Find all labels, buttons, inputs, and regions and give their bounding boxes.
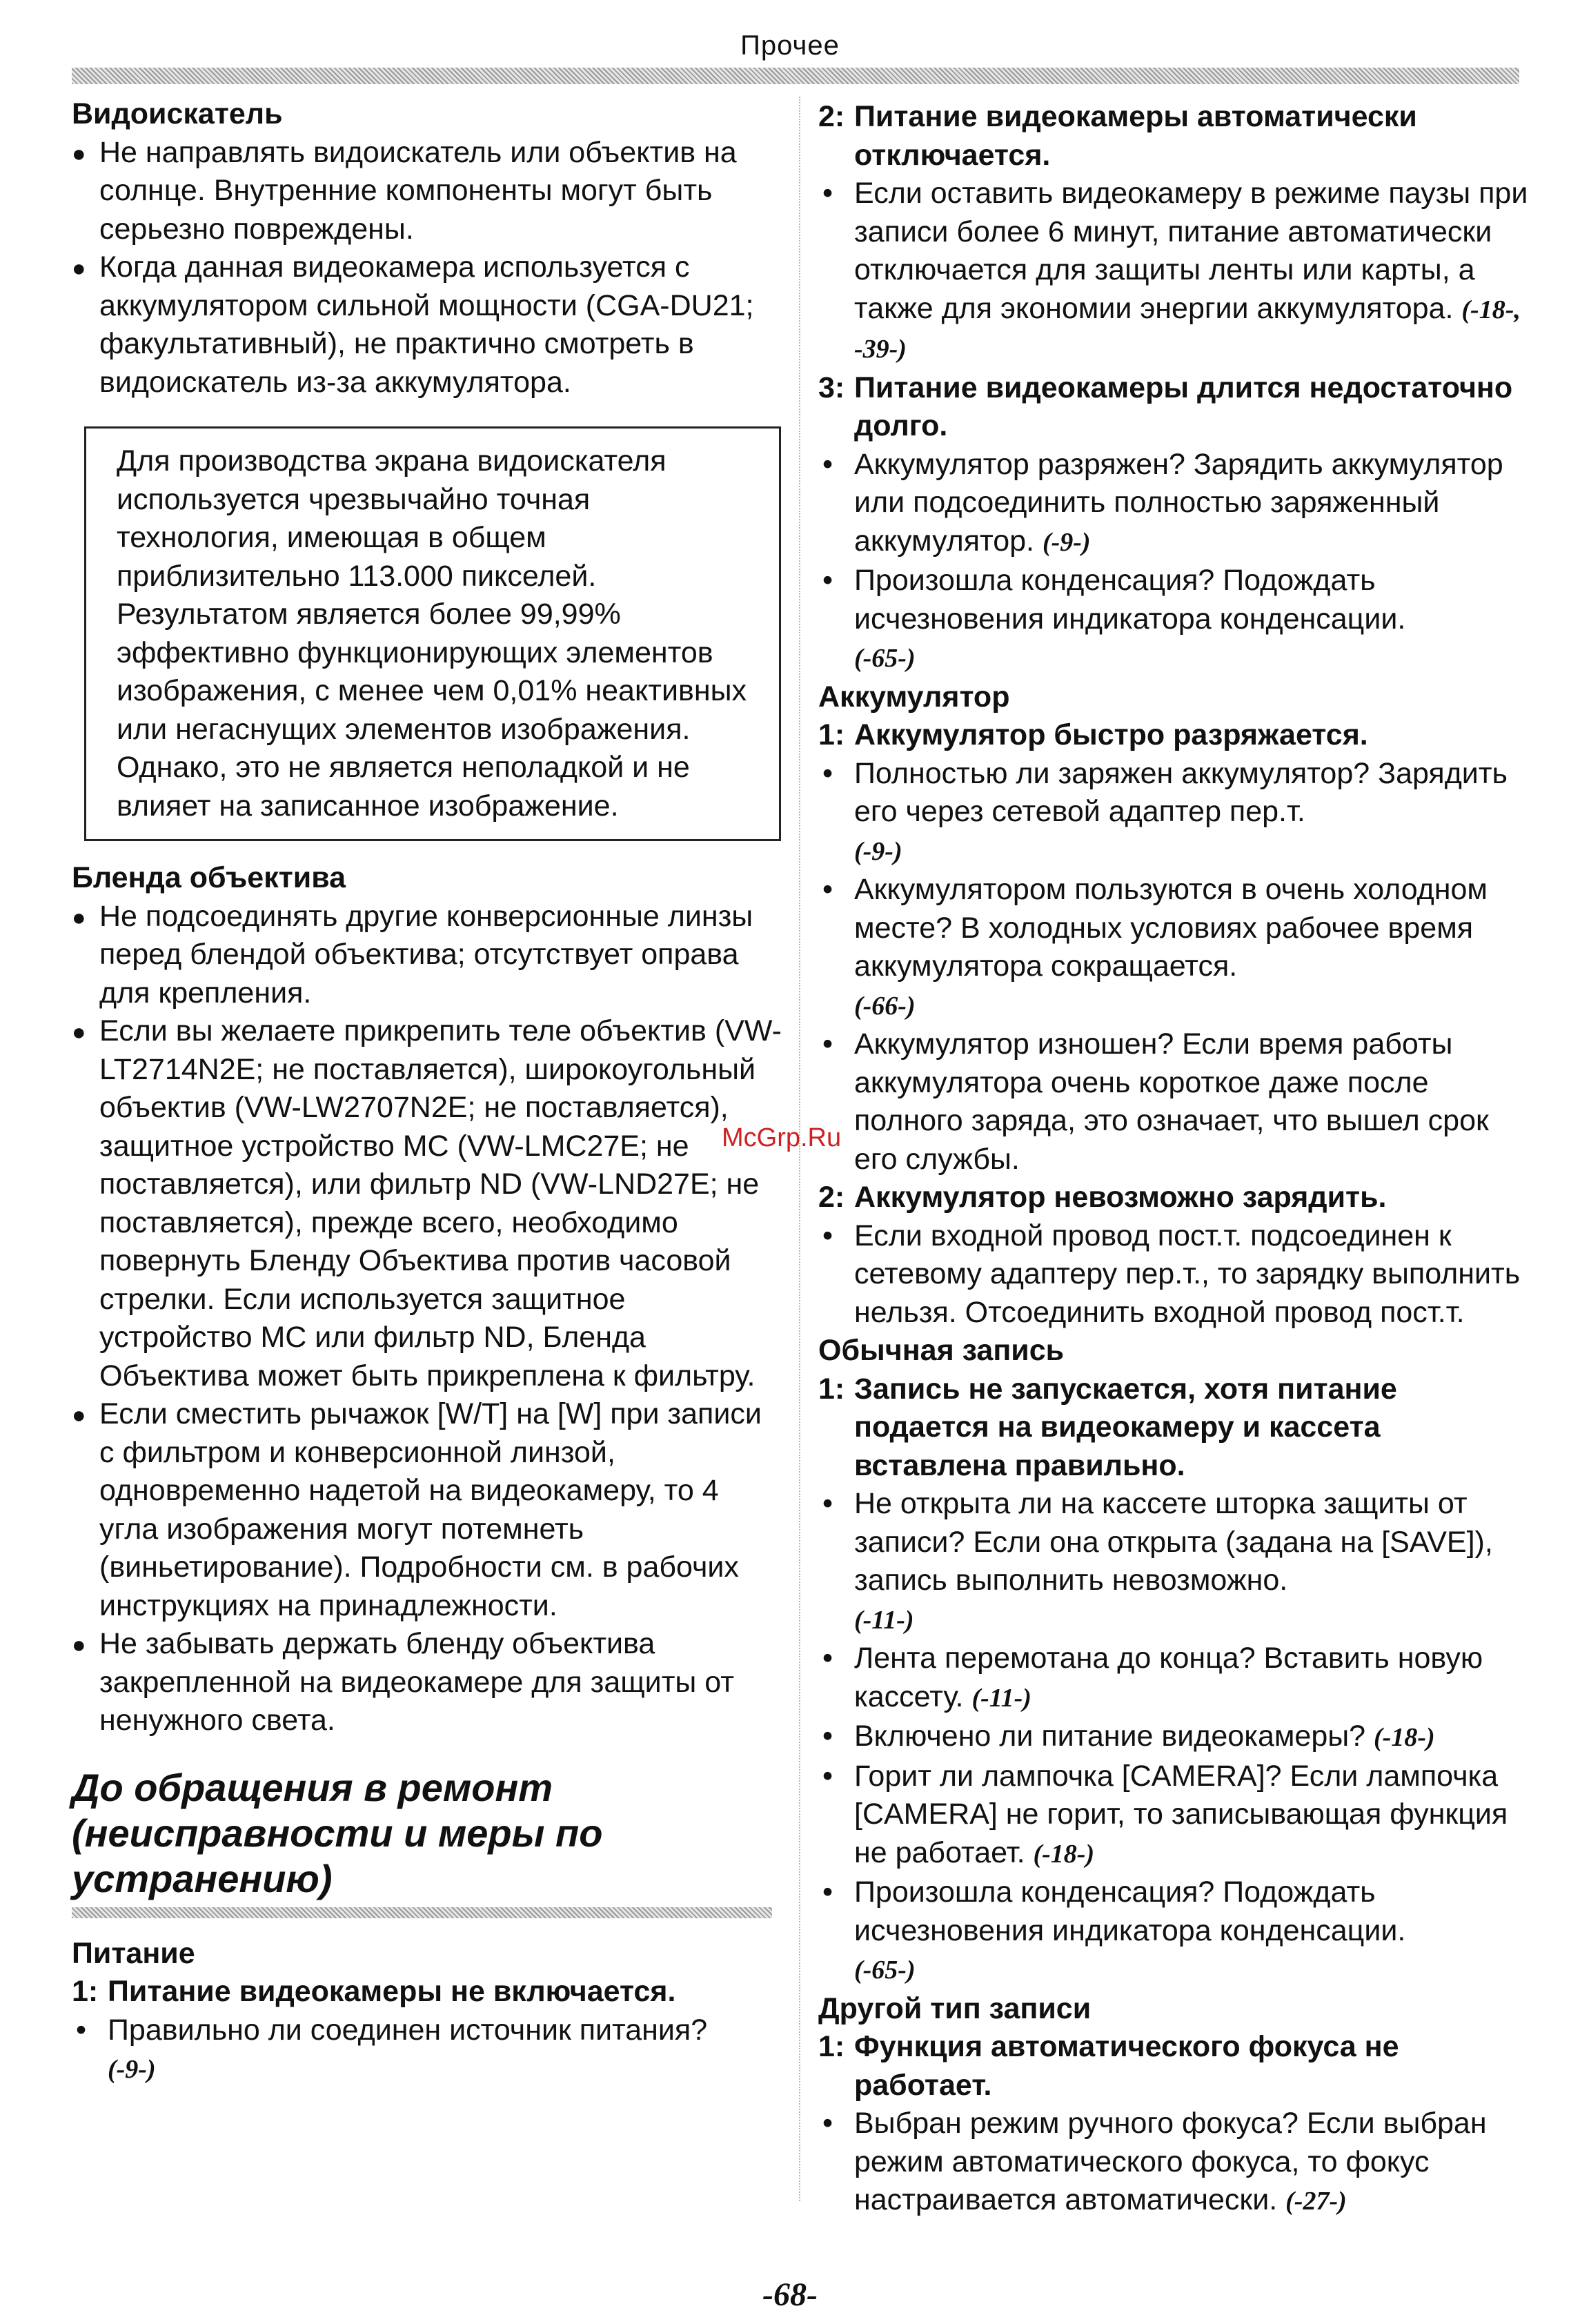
page-header-title: Прочее [740, 30, 840, 61]
viewfinder-bullet: ● Не направлять видоискатель или объектив на солнце. Внутренние компоненты могут быть серьезно повреждены. [72, 134, 782, 249]
page-reference: (-11-) [971, 1683, 1031, 1713]
page-reference: (-18-, -39-) [854, 295, 1521, 364]
problem-title: Питание видеокамеры длится недостаточно долго. [854, 371, 1513, 442]
solution-text: Полностью ли заряжен аккумулятор? Зарядить его через сетевой адаптер пер.т. [854, 756, 1508, 828]
solution-item [818, 871, 1529, 1025]
problem-title: Аккумулятор быстро разряжается. [854, 718, 1368, 751]
left-column [72, 95, 782, 2089]
battery-problem-1 [818, 716, 1529, 755]
section-title-band [72, 1907, 772, 1918]
page-number: -68- [762, 2276, 818, 2313]
battery-heading: Аккумулятор [818, 680, 1010, 713]
lens-hood-bullet: ● Не подсоединять другие конверсионные линзы перед блендой объектива; отсутствует оправа для крепления. [72, 898, 782, 1013]
power-problem-1 [72, 1973, 782, 2011]
problem-title: Запись не запускается, хотя питание подается на видеокамеру и кассета вставлена правильно. [854, 1372, 1397, 1482]
lens-hood-bullet: ● Если вы желаете прикрепить теле объектив (VW-LT2714N2E; не поставляется), широкоугольный объектив (VW-LW2707N2E; не поставляется), защитное устройство MC (VW-LMC27E; не поставляется), или фильтр ND (VW-LND27E; не поставляется), прежде всего, необходимо повернуть Бленду Объектива против часовой стрелки. Если используется защитное устройство MC или фильтр ND, Бленда Объектива может быть прикреплена к фильтру. [72, 1012, 782, 1395]
solution-item [818, 1717, 1529, 1757]
other-problem-1 [818, 2028, 1529, 2105]
right-column [818, 98, 1529, 2221]
section-title: До обращения в ремонт (неисправности и меры по устранению) [72, 1765, 603, 1900]
solution-item: • Аккумулятор изношен? Если время работы аккумулятора очень короткое даже после полного заряда, это означает, что вышел срок его службы. [818, 1025, 1529, 1179]
viewfinder-heading: Видоискатель [72, 97, 283, 130]
power-solution [72, 2011, 782, 2089]
page-reference: (-11-) [854, 1605, 914, 1635]
page-reference: (-9-) [1042, 527, 1091, 557]
page-reference: (-9-) [108, 2055, 156, 2084]
page-reference: (-65-) [854, 644, 916, 673]
solution-text: Включено ли питание видеокамеры? [854, 1720, 1366, 1753]
page-reference: (-27-) [1285, 2187, 1347, 2216]
viewfinder-note-box: Для производства экрана видоискателя используется чрезвычайно точная технология, имеющая в общем приблизительно 113.000 пикселей. Результатом является более 99,99% эффективно функционирующих элементов изображения, с менее чем 0,01% неактивных или негаснущих элементов изображения. Однако, это не является неполадкой и не влияет на записанное изображение. [84, 426, 781, 841]
item-number: 1: [72, 1975, 99, 2008]
problem-title: Аккумулятор невозможно зарядить. [854, 1181, 1387, 1214]
solution-item [818, 562, 1529, 678]
problem-title: Питание видеокамеры автоматически отключается. [854, 100, 1417, 172]
solution-item [818, 755, 1529, 872]
lens-hood-bullet: ● Не забывать держать бленду объектива закрепленной на видеокамере для защиты от ненужного света. [72, 1625, 782, 1740]
lens-hood-heading: Бленда объектива [72, 861, 346, 894]
solution-item [818, 2105, 1529, 2221]
item-number: 2: [818, 100, 845, 133]
page-reference: (-66-) [854, 991, 916, 1021]
problem-title: Функция автоматического фокуса не работает. [854, 2030, 1399, 2102]
solution-text: Правильно ли соединен источник питания? [108, 2013, 708, 2047]
recording-problem-1 [818, 1370, 1529, 1486]
solution-text: Произошла конденсация? Подождать исчезновения индикатора конденсации. [854, 564, 1406, 636]
problem-title: Питание видеокамеры не включается. [108, 1975, 676, 2008]
page-reference: (-18-) [1374, 1723, 1435, 1752]
recording-heading: Обычная запись [818, 1334, 1065, 1367]
solution-text: Аккумулятором пользуются в очень холодном месте? В холодных условиях рабочее время аккумулятора сокращается. [854, 873, 1488, 983]
item-number: 1: [818, 2030, 845, 2063]
header-band [72, 68, 1519, 84]
solution-text: Выбран режим ручного фокуса? Если выбран режим автоматического фокуса, то фокус настраивается автоматически. [854, 2107, 1487, 2216]
battery-problem-2 [818, 1179, 1529, 1217]
solution-text: Если оставить видеокамеру в режиме паузы при записи более 6 минут, питание автоматически отключается для защиты ленты или карты, а также для экономии энергии аккумулятора. [854, 177, 1528, 325]
solution-item [818, 1485, 1529, 1639]
power-heading: Питание [72, 1936, 195, 1970]
lens-hood-bullet: ● Если сместить рычажок [W/T] на [W] при записи с фильтром и конверсионной линзой, одновременно надетой на видеокамеру, то 4 угла изображения могут потемнеть (виньетирование). Подробности см. в рабочих инструкциях на принадлежности. [72, 1395, 782, 1625]
solution-item [818, 1757, 1529, 1874]
solution-text: Лента перемотана до конца? Вставить новую кассету. [854, 1642, 1483, 1713]
power-problem-3 [818, 369, 1529, 446]
item-number: 1: [818, 1372, 845, 1406]
item-number: 2: [818, 1181, 845, 1214]
solution-text: Не открыта ли на кассете шторка защиты от записи? Если она открыта (задана на [SAVE]), запись выполнить невозможно. [854, 1487, 1493, 1597]
item-number: 3: [818, 371, 845, 404]
solution-item [818, 1873, 1529, 1990]
solution-item: • Если входной провод пост.т. подсоединен к сетевому адаптеру пер.т., то зарядку выполнить нельзя. Отсоединить входной провод пост.т. [818, 1217, 1529, 1332]
solution-text: Горит ли лампочка [CAMERA]? Если лампочка [CAMERA] не горит, то записывающая функция не работает. [854, 1759, 1508, 1869]
page-reference: (-65-) [854, 1956, 916, 1985]
item-number: 1: [818, 718, 845, 751]
page-reference: (-9-) [854, 836, 902, 866]
other-recording-heading: Другой тип записи [818, 1991, 1092, 2025]
solution-item [818, 175, 1529, 369]
watermark: McGrp.Ru [722, 1123, 842, 1152]
solution-item [818, 446, 1529, 562]
page-reference: (-18-) [1033, 1839, 1095, 1869]
solution-item [818, 1639, 1529, 1717]
viewfinder-bullet: ● Когда данная видеокамера используется с аккумулятором сильной мощности (CGA-DU21; факультативный), не практично смотреть в видоискатель из-за аккумулятора. [72, 248, 782, 402]
power-problem-2 [818, 98, 1529, 175]
solution-text: Произошла конденсация? Подождать исчезновения индикатора конденсации. [854, 1875, 1406, 1947]
solution-text: Аккумулятор разряжен? Зарядить аккумулятор или подсоединить полностью заряженный аккумулятор. [854, 447, 1503, 558]
